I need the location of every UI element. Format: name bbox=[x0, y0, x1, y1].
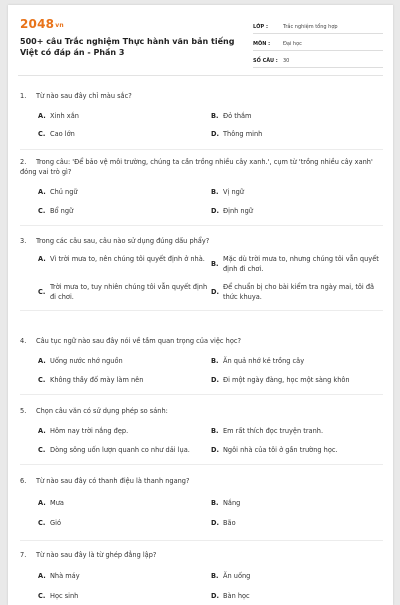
option-key: C. bbox=[38, 130, 46, 138]
meta-row-class bbox=[253, 17, 383, 34]
option-text: Ăn quả nhớ kẻ trồng cây bbox=[223, 357, 305, 365]
option-text: Em rất thích đọc truyện tranh. bbox=[223, 427, 324, 435]
option-text: Hôm nay trời nắng đẹp. bbox=[50, 427, 129, 435]
option-key: B. bbox=[211, 499, 219, 507]
option-a[interactable] bbox=[38, 571, 208, 581]
logo-suffix: vn bbox=[55, 22, 64, 29]
option-key: A. bbox=[38, 499, 46, 507]
question-divider bbox=[20, 464, 383, 465]
option-text: Chủ ngữ bbox=[50, 188, 78, 196]
document-page bbox=[8, 5, 393, 605]
option-text: Để chuẩn bị cho bài kiểm tra ngày mai, tôi đã thức khuya. bbox=[223, 283, 375, 301]
option-key: D. bbox=[211, 288, 219, 296]
question-body: Trong các câu sau, câu nào sử dụng đúng dấu phẩy? bbox=[36, 237, 210, 245]
option-key: B. bbox=[211, 188, 219, 196]
question-body: Từ nào sau đây là từ ghép đẳng lập? bbox=[36, 551, 157, 559]
question-text bbox=[20, 91, 375, 101]
meta-value: 30 bbox=[283, 58, 290, 64]
option-text: Định ngữ bbox=[223, 207, 253, 215]
option-a[interactable] bbox=[38, 426, 208, 436]
option-d[interactable] bbox=[211, 375, 383, 385]
option-text: Mặc dù trời mưa to, nhưng chúng tôi vẫn quyết định đi chơi. bbox=[223, 255, 379, 273]
option-a[interactable] bbox=[38, 356, 208, 366]
question-body: Chọn câu văn có sử dụng phép so sánh: bbox=[36, 407, 168, 415]
meta-row-count bbox=[253, 51, 383, 68]
option-text: Cao lớn bbox=[50, 130, 75, 138]
option-text: Đỏ thắm bbox=[223, 112, 252, 120]
option-text: Vì trời mưa to, nên chúng tôi quyết định ở nhà. bbox=[50, 255, 205, 263]
option-key: A. bbox=[38, 572, 46, 580]
document-meta bbox=[253, 17, 383, 68]
question-divider bbox=[20, 225, 383, 226]
option-key: B. bbox=[211, 357, 219, 365]
question-divider bbox=[20, 394, 383, 395]
meta-key: MÔN : bbox=[253, 41, 271, 47]
option-key: A. bbox=[38, 188, 46, 196]
option-text: Dòng sông uốn lượn quanh co như dải lụa. bbox=[50, 446, 190, 454]
option-a[interactable] bbox=[38, 187, 208, 197]
meta-key: SỐ CÂU : bbox=[253, 58, 278, 64]
option-key: D. bbox=[211, 519, 219, 527]
option-text: Nhà máy bbox=[50, 572, 80, 580]
question-text bbox=[20, 550, 375, 560]
option-b[interactable] bbox=[211, 571, 383, 581]
option-c[interactable] bbox=[38, 129, 208, 139]
question-number: 1. bbox=[20, 92, 27, 100]
option-text: Vị ngữ bbox=[223, 188, 244, 196]
option-text: Bàn học bbox=[223, 592, 250, 600]
option-text: Ngôi nhà của tôi ở gần trường học. bbox=[223, 446, 338, 454]
option-key: C. bbox=[38, 376, 46, 384]
question-number: 7. bbox=[20, 551, 27, 559]
question-text bbox=[20, 476, 375, 486]
option-key: C. bbox=[38, 446, 46, 454]
question-divider bbox=[20, 540, 383, 541]
page-title: 500+ câu Trắc nghiệm Thực hành văn bản tiếng Việt có đáp án - Phần 3 bbox=[20, 37, 235, 57]
option-text: Không thầy đố mày làm nên bbox=[50, 376, 144, 384]
question-text bbox=[20, 236, 375, 246]
question-body: Từ nào sau đây có thanh điệu là thanh ngang? bbox=[36, 477, 190, 485]
option-c[interactable] bbox=[38, 445, 208, 455]
document-header bbox=[8, 5, 393, 85]
option-key: B. bbox=[211, 572, 219, 580]
question-text bbox=[20, 406, 375, 416]
option-d[interactable] bbox=[211, 129, 383, 139]
option-text: Trời mưa to, tuy nhiên chúng tôi vẫn quyết định đi chơi. bbox=[50, 283, 208, 301]
option-a[interactable] bbox=[38, 111, 208, 121]
option-c[interactable] bbox=[38, 282, 208, 302]
option-text: Nắng bbox=[223, 499, 241, 507]
question-number: 2. bbox=[20, 158, 27, 166]
meta-key: LỚP : bbox=[253, 24, 268, 30]
option-text: Xinh xắn bbox=[50, 112, 79, 120]
option-key: A. bbox=[38, 255, 46, 263]
option-d[interactable] bbox=[211, 206, 383, 216]
meta-value: Đại học bbox=[283, 41, 302, 47]
option-c[interactable] bbox=[38, 518, 208, 528]
question-number: 5. bbox=[20, 407, 27, 415]
option-key: C. bbox=[38, 519, 46, 527]
option-c[interactable] bbox=[38, 375, 208, 385]
question-divider bbox=[20, 149, 383, 150]
option-text: Gió bbox=[50, 519, 61, 527]
option-text: Học sinh bbox=[50, 592, 79, 600]
option-key: D. bbox=[211, 130, 219, 138]
option-b[interactable] bbox=[211, 254, 383, 274]
option-c[interactable] bbox=[38, 206, 208, 216]
question-text bbox=[20, 157, 375, 177]
option-key: B. bbox=[211, 260, 219, 268]
meta-row-subject bbox=[253, 34, 383, 51]
option-key: C. bbox=[38, 592, 46, 600]
option-d[interactable] bbox=[211, 445, 383, 455]
question-number: 6. bbox=[20, 477, 27, 485]
question-text bbox=[20, 336, 375, 346]
option-d[interactable] bbox=[211, 518, 383, 528]
option-b[interactable] bbox=[211, 111, 383, 121]
question-body: Trong câu: 'Để bảo vệ môi trường, chúng ta cần trồng nhiều cây xanh.', cụm từ 'trồng nhiều cây xanh' đóng vai trò gì? bbox=[20, 158, 373, 176]
option-b[interactable] bbox=[211, 426, 383, 436]
option-key: D. bbox=[211, 446, 219, 454]
option-text: Ăn uống bbox=[223, 572, 251, 580]
option-text: Mưa bbox=[50, 499, 64, 507]
question-divider bbox=[20, 310, 383, 311]
logo-text: 2048 bbox=[20, 17, 55, 31]
question-number: 4. bbox=[20, 337, 27, 345]
option-a[interactable] bbox=[38, 254, 208, 264]
option-text: Đi một ngày đàng, học một sàng khôn bbox=[223, 376, 350, 384]
option-key: C. bbox=[38, 288, 46, 296]
option-key: A. bbox=[38, 357, 46, 365]
header-divider bbox=[18, 75, 383, 76]
option-text: Bổ ngữ bbox=[50, 207, 74, 215]
option-key: B. bbox=[211, 427, 219, 435]
option-text: Thông minh bbox=[223, 130, 263, 138]
option-text: Bão bbox=[223, 519, 236, 527]
option-key: B. bbox=[211, 112, 219, 120]
meta-value: Trắc nghiệm tổng hợp bbox=[283, 24, 338, 30]
option-key: D. bbox=[211, 207, 219, 215]
option-b[interactable] bbox=[211, 356, 383, 366]
option-b[interactable] bbox=[211, 187, 383, 197]
option-key: A. bbox=[38, 427, 46, 435]
option-key: D. bbox=[211, 376, 219, 384]
option-b[interactable] bbox=[211, 498, 383, 508]
question-number: 3. bbox=[20, 237, 27, 245]
option-key: C. bbox=[38, 207, 46, 215]
option-a[interactable] bbox=[38, 498, 208, 508]
option-key: A. bbox=[38, 112, 46, 120]
option-text: Uống nước nhớ nguồn bbox=[50, 357, 123, 365]
question-body: Từ nào sau đây chỉ màu sắc? bbox=[36, 92, 132, 100]
question-body: Câu tục ngữ nào sau đây nói về tầm quan trọng của việc học? bbox=[36, 337, 241, 345]
option-d[interactable] bbox=[211, 282, 383, 302]
option-key: D. bbox=[211, 592, 219, 600]
